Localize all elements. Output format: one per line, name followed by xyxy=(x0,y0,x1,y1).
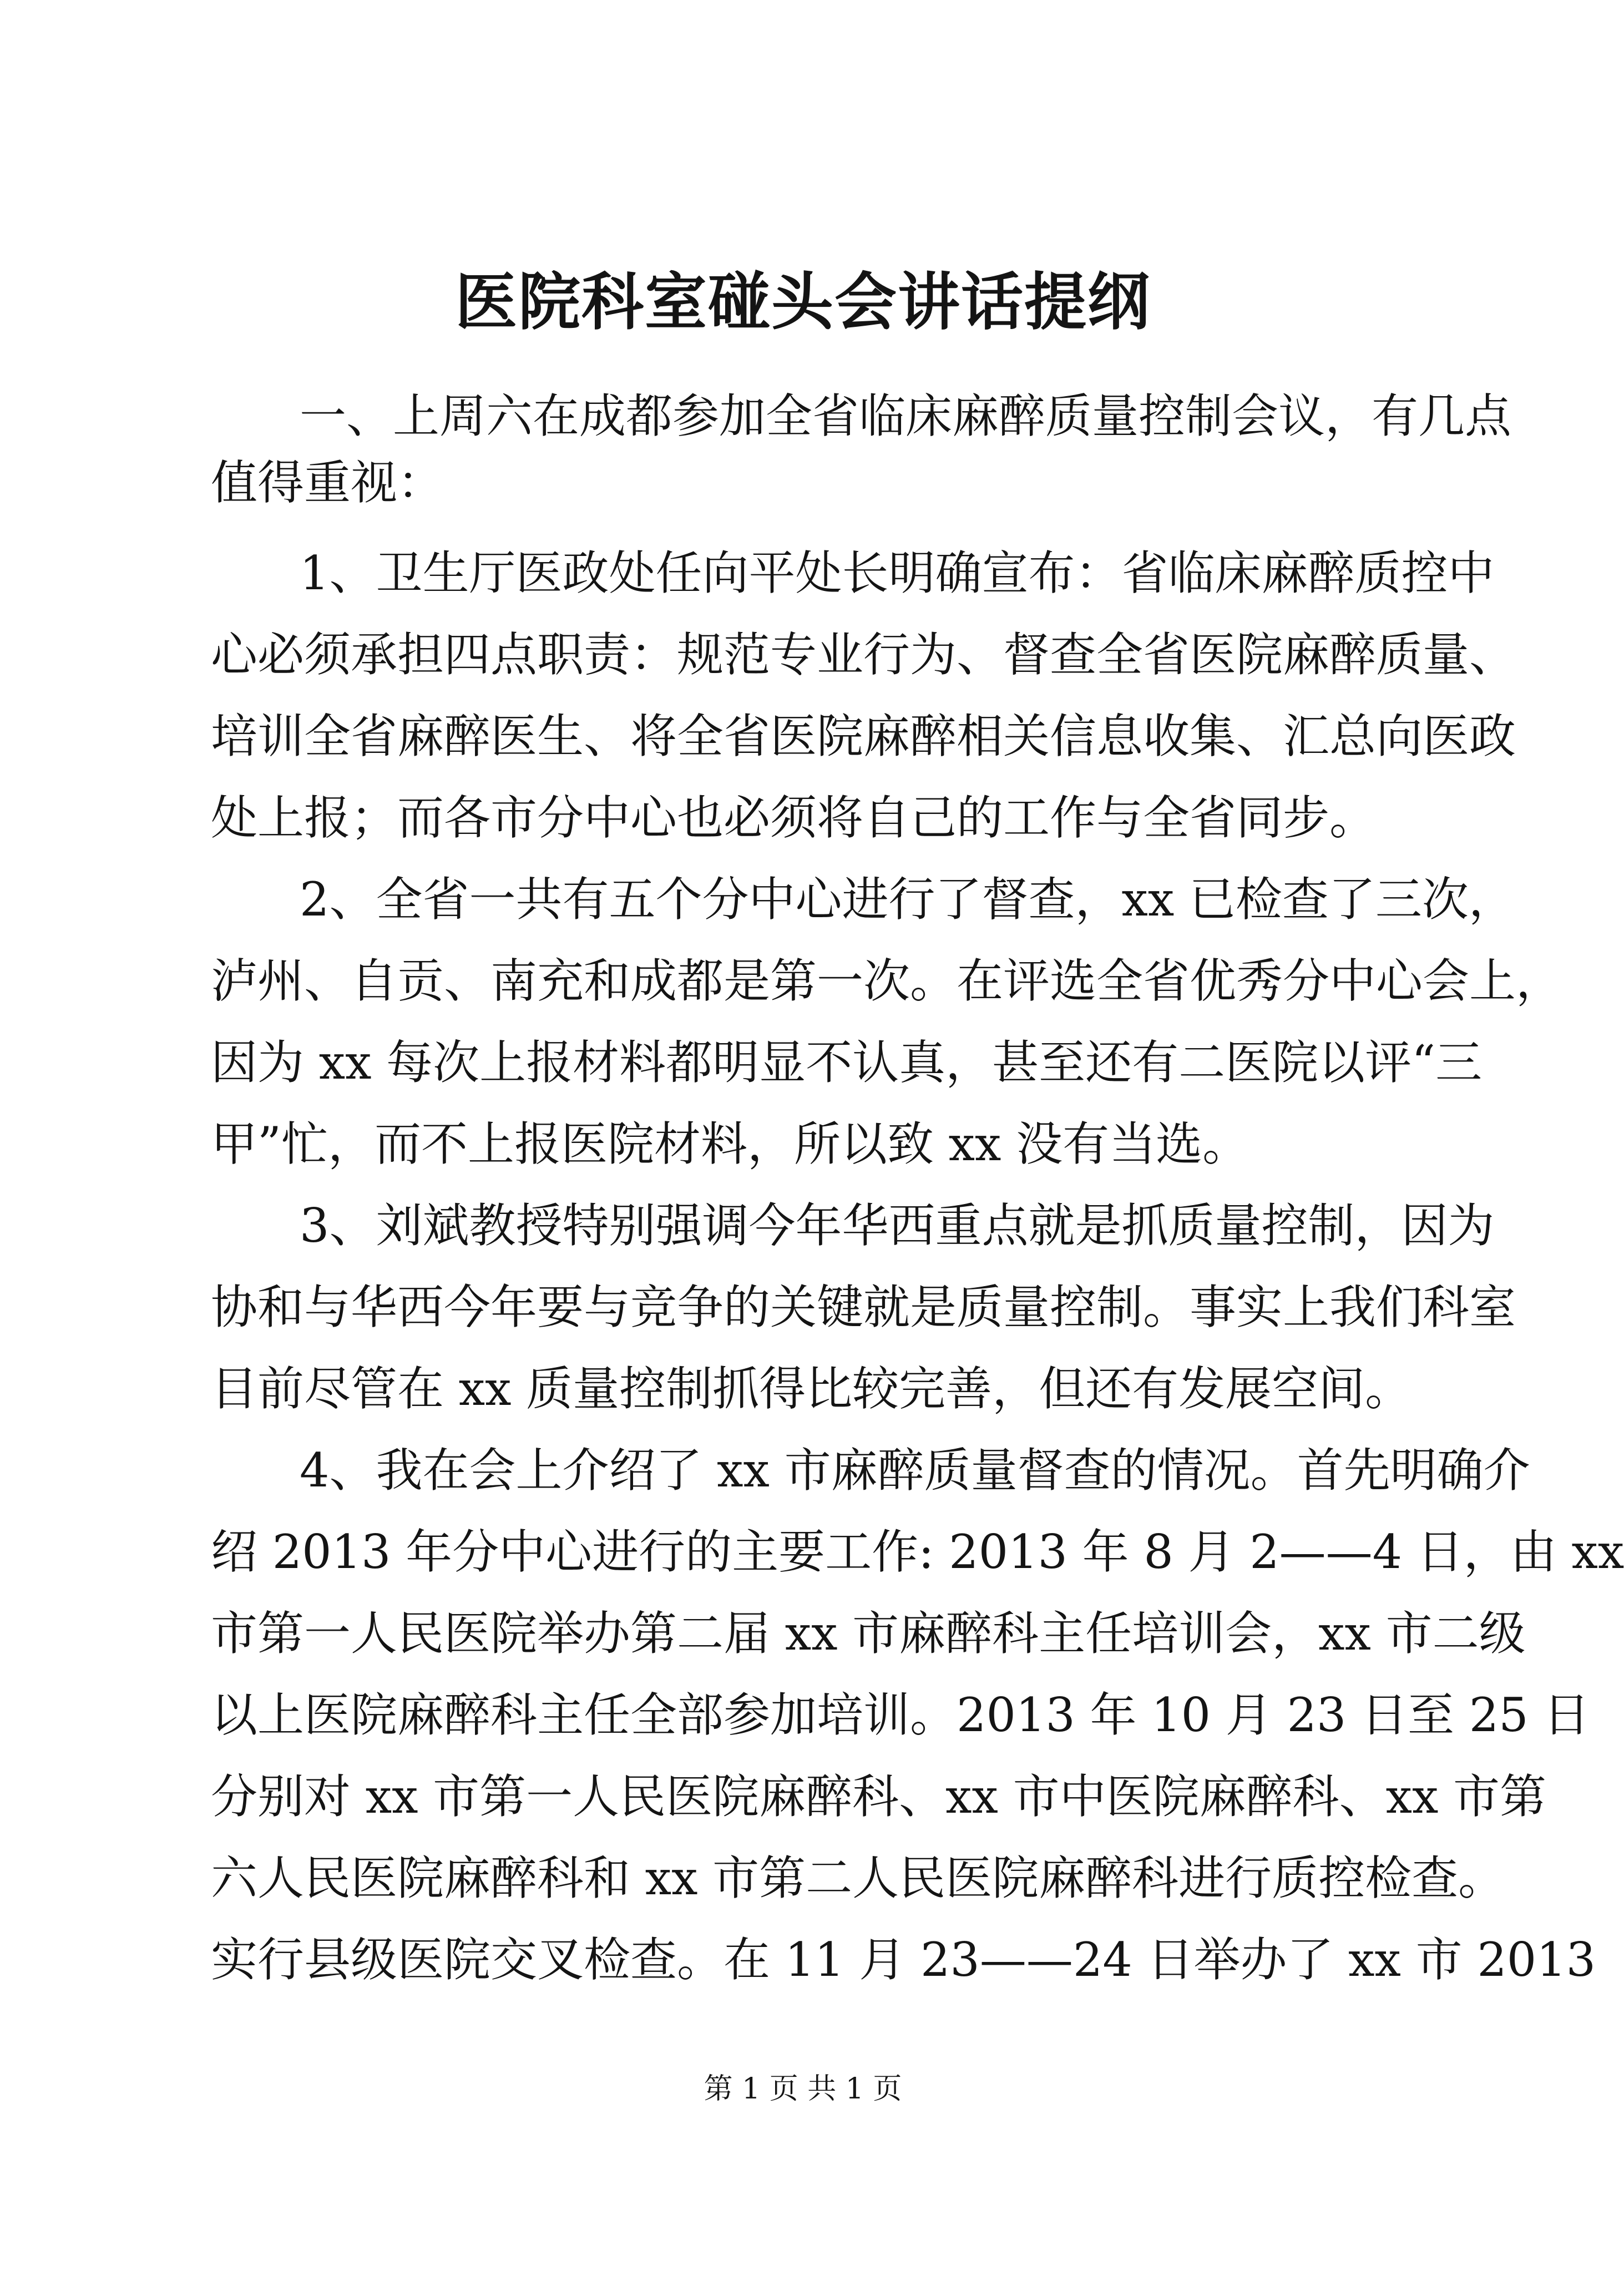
paragraph-line: 值得重视： xyxy=(211,456,444,510)
paragraph-line: 因为 xx 每次上报材料都明显不认真，甚至还有二医院以评“三 xyxy=(211,1035,1483,1090)
paragraph-line: 实行县级医院交叉检查。在 11 月 23——24 日举办了 xx 市 2013 xyxy=(211,1933,1596,1987)
paragraph-line: 心必须承担四点职责：规范专业行为、督查全省医院麻醉质量、 xyxy=(211,628,1516,682)
paragraph-line: 1、卫生厅医政处任向平处长明确宣布：省临床麻醉质控中 xyxy=(300,546,1495,600)
paragraph-line: 市第一人民医院举办第二届 xx 市麻醉科主任培训会，xx 市二级 xyxy=(211,1606,1526,1661)
paragraph-line: 处上报；而各市分中心也必须将自己的工作与全省同步。 xyxy=(211,791,1377,845)
paragraph-line: 一、上周六在成都参加全省临床麻醉质量控制会议，有几点 xyxy=(300,389,1512,443)
paragraph-line: 泸州、自贡、南充和成都是第一次。在评选全省优秀分中心会上， xyxy=(211,954,1563,1008)
document-title: 医院科室碰头会讲话提纲 xyxy=(455,266,1151,338)
paragraph-line: 4、我在会上介绍了 xx 市麻醉质量督查的情况。首先明确介 xyxy=(300,1443,1530,1498)
paragraph-line: 3、刘斌教授特别强调今年华西重点就是抓质量控制，因为 xyxy=(300,1198,1495,1253)
paragraph-line: 培训全省麻醉医生、将全省医院麻醉相关信息收集、汇总向医政 xyxy=(211,709,1516,763)
paragraph-line: 甲”忙，而不上报医院材料，所以致 xx 没有当选。 xyxy=(211,1117,1249,1171)
paragraph-line: 目前尽管在 xx 质量控制抓得比较完善，但还有发展空间。 xyxy=(211,1362,1412,1416)
paragraph-line: 以上医院麻醉科主任全部参加培训。2013 年 10 月 23 日至 25 日 xyxy=(211,1688,1590,1742)
paragraph-line: 分别对 xx 市第一人民医院麻醉科、xx 市中医院麻醉科、xx 市第 xyxy=(211,1769,1547,1824)
page-footer: 第 1 页 共 1 页 xyxy=(704,2072,902,2106)
paragraph-line: 协和与华西今年要与竞争的关键就是质量控制。事实上我们科室 xyxy=(211,1280,1516,1334)
paragraph-line: 2、全省一共有五个分中心进行了督查，xx 已检查了三次， xyxy=(300,872,1515,927)
paragraph-line: 绍 2013 年分中心进行的主要工作: 2013 年 8 月 2——4 日，由 xx xyxy=(211,1525,1624,1579)
paragraph-line: 六人民医院麻醉科和 xx 市第二人民医院麻醉科进行质控检查。 xyxy=(211,1851,1505,1905)
